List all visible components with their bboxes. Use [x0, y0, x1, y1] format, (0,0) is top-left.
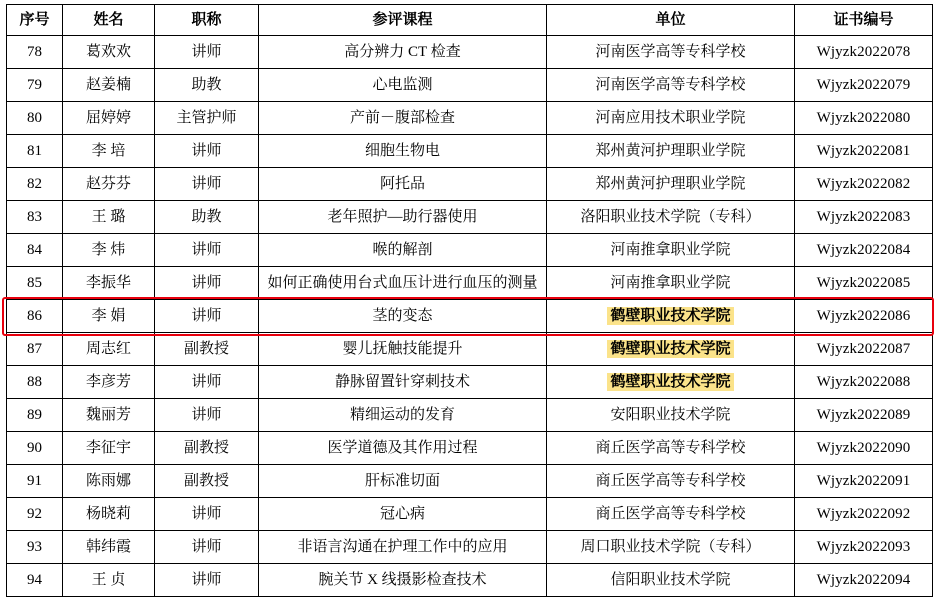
cell-name: 魏丽芳 — [63, 399, 155, 432]
cell-unit — [547, 333, 795, 366]
cell-title: 主管护师 — [155, 102, 259, 135]
cell-title: 讲师 — [155, 135, 259, 168]
table-row — [7, 432, 933, 465]
cell-unit: 河南推拿职业学院 — [547, 267, 795, 300]
unit-highlight: 鹤壁职业技术学院 — [607, 340, 733, 359]
cell-name: 葛欢欢 — [63, 36, 155, 69]
table-row — [7, 465, 933, 498]
cell-title: 讲师 — [155, 267, 259, 300]
cell-name: 李彦芳 — [63, 366, 155, 399]
cell-name: 李 娟 — [63, 300, 155, 333]
cell-unit: 信阳职业技术学院 — [547, 564, 795, 597]
cell-name: 陈雨娜 — [63, 465, 155, 498]
cell-seq: 87 — [7, 333, 63, 366]
cell-name: 周志红 — [63, 333, 155, 366]
cell-seq: 89 — [7, 399, 63, 432]
cell-seq: 83 — [7, 201, 63, 234]
cell-cert: Wjyzk2022087 — [795, 333, 933, 366]
cell-title: 助教 — [155, 201, 259, 234]
cell-unit: 河南应用技术职业学院 — [547, 102, 795, 135]
table-row — [7, 300, 933, 333]
cell-cert: Wjyzk2022090 — [795, 432, 933, 465]
cell-name: 王 贞 — [63, 564, 155, 597]
cell-cert: Wjyzk2022089 — [795, 399, 933, 432]
cell-cert: Wjyzk2022084 — [795, 234, 933, 267]
cell-cert: Wjyzk2022094 — [795, 564, 933, 597]
cell-title: 讲师 — [155, 531, 259, 564]
cell-course: 细胞生物电 — [259, 135, 547, 168]
cell-unit: 安阳职业技术学院 — [547, 399, 795, 432]
cell-unit: 郑州黄河护理职业学院 — [547, 135, 795, 168]
cell-seq: 93 — [7, 531, 63, 564]
cell-seq: 82 — [7, 168, 63, 201]
cell-unit: 洛阳职业技术学院（专科） — [547, 201, 795, 234]
cell-course: 如何正确使用台式血压计进行血压的测量 — [259, 267, 547, 300]
cell-seq: 88 — [7, 366, 63, 399]
table-row — [7, 201, 933, 234]
cell-cert: Wjyzk2022086 — [795, 300, 933, 333]
cell-course: 心电监测 — [259, 69, 547, 102]
cell-course: 茎的变态 — [259, 300, 547, 333]
cell-cert: Wjyzk2022085 — [795, 267, 933, 300]
cell-unit: 郑州黄河护理职业学院 — [547, 168, 795, 201]
cell-title: 助教 — [155, 69, 259, 102]
table-body — [7, 36, 933, 597]
cell-title: 讲师 — [155, 564, 259, 597]
column-header-seq: 序号 — [7, 5, 63, 36]
table-row — [7, 399, 933, 432]
cell-seq: 81 — [7, 135, 63, 168]
cell-name: 屈婷婷 — [63, 102, 155, 135]
cell-cert: Wjyzk2022082 — [795, 168, 933, 201]
table-row — [7, 102, 933, 135]
cell-course: 老年照护—助行器使用 — [259, 201, 547, 234]
cell-seq: 80 — [7, 102, 63, 135]
cell-name: 韩纬霞 — [63, 531, 155, 564]
table-row — [7, 135, 933, 168]
cell-seq: 94 — [7, 564, 63, 597]
cell-course: 喉的解剖 — [259, 234, 547, 267]
cell-unit: 河南推拿职业学院 — [547, 234, 795, 267]
cell-unit — [547, 366, 795, 399]
cell-seq: 85 — [7, 267, 63, 300]
cell-course: 医学道德及其作用过程 — [259, 432, 547, 465]
cell-title: 讲师 — [155, 234, 259, 267]
cell-seq: 79 — [7, 69, 63, 102]
cell-course: 阿托品 — [259, 168, 547, 201]
cell-cert: Wjyzk2022080 — [795, 102, 933, 135]
table-row — [7, 168, 933, 201]
cell-unit: 商丘医学高等专科学校 — [547, 465, 795, 498]
cell-unit: 河南医学高等专科学校 — [547, 69, 795, 102]
cell-course: 婴儿抚触技能提升 — [259, 333, 547, 366]
cell-cert: Wjyzk2022088 — [795, 366, 933, 399]
cell-name: 王 璐 — [63, 201, 155, 234]
table-header-row — [7, 5, 933, 36]
table-row — [7, 564, 933, 597]
cell-cert: Wjyzk2022091 — [795, 465, 933, 498]
cell-course: 肝标准切面 — [259, 465, 547, 498]
cell-seq: 78 — [7, 36, 63, 69]
cell-title: 讲师 — [155, 300, 259, 333]
column-header-course: 参评课程 — [259, 5, 547, 36]
cell-course: 冠心病 — [259, 498, 547, 531]
cell-unit — [547, 300, 795, 333]
table-row — [7, 531, 933, 564]
table-row — [7, 234, 933, 267]
cell-unit: 周口职业技术学院（专科） — [547, 531, 795, 564]
cell-seq: 84 — [7, 234, 63, 267]
column-header-cert: 证书编号 — [795, 5, 933, 36]
cell-seq: 91 — [7, 465, 63, 498]
cell-cert: Wjyzk2022081 — [795, 135, 933, 168]
cell-name: 李 炜 — [63, 234, 155, 267]
cell-course: 高分辨力 CT 检查 — [259, 36, 547, 69]
unit-highlight: 鹤壁职业技术学院 — [607, 373, 733, 392]
cell-title: 讲师 — [155, 168, 259, 201]
evaluation-table — [6, 4, 933, 597]
table-row — [7, 333, 933, 366]
cell-unit: 商丘医学高等专科学校 — [547, 432, 795, 465]
column-header-unit: 单位 — [547, 5, 795, 36]
cell-cert: Wjyzk2022093 — [795, 531, 933, 564]
cell-cert: Wjyzk2022083 — [795, 201, 933, 234]
cell-course: 腕关节 X 线摄影检查技术 — [259, 564, 547, 597]
cell-course: 产前－腹部检查 — [259, 102, 547, 135]
cell-cert: Wjyzk2022078 — [795, 36, 933, 69]
table-row — [7, 69, 933, 102]
cell-seq: 90 — [7, 432, 63, 465]
cell-name: 李振华 — [63, 267, 155, 300]
cell-seq: 92 — [7, 498, 63, 531]
cell-course: 非语言沟通在护理工作中的应用 — [259, 531, 547, 564]
cell-title: 讲师 — [155, 366, 259, 399]
cell-unit: 商丘医学高等专科学校 — [547, 498, 795, 531]
cell-course: 静脉留置针穿刺技术 — [259, 366, 547, 399]
cell-title: 讲师 — [155, 498, 259, 531]
cell-seq: 86 — [7, 300, 63, 333]
column-header-title: 职称 — [155, 5, 259, 36]
cell-title: 副教授 — [155, 333, 259, 366]
cell-name: 李 培 — [63, 135, 155, 168]
table-row — [7, 36, 933, 69]
table-header — [7, 5, 933, 36]
cell-name: 李征宇 — [63, 432, 155, 465]
table-row — [7, 366, 933, 399]
cell-unit: 河南医学高等专科学校 — [547, 36, 795, 69]
column-header-name: 姓名 — [63, 5, 155, 36]
cell-cert: Wjyzk2022092 — [795, 498, 933, 531]
cell-cert: Wjyzk2022079 — [795, 69, 933, 102]
cell-name: 赵芬芬 — [63, 168, 155, 201]
cell-name: 赵姜楠 — [63, 69, 155, 102]
table-row — [7, 267, 933, 300]
cell-title: 副教授 — [155, 432, 259, 465]
cell-course: 精细运动的发育 — [259, 399, 547, 432]
unit-highlight: 鹤壁职业技术学院 — [607, 307, 733, 326]
cell-title: 讲师 — [155, 36, 259, 69]
cell-title: 副教授 — [155, 465, 259, 498]
cell-title: 讲师 — [155, 399, 259, 432]
table-row — [7, 498, 933, 531]
cell-name: 杨晓莉 — [63, 498, 155, 531]
